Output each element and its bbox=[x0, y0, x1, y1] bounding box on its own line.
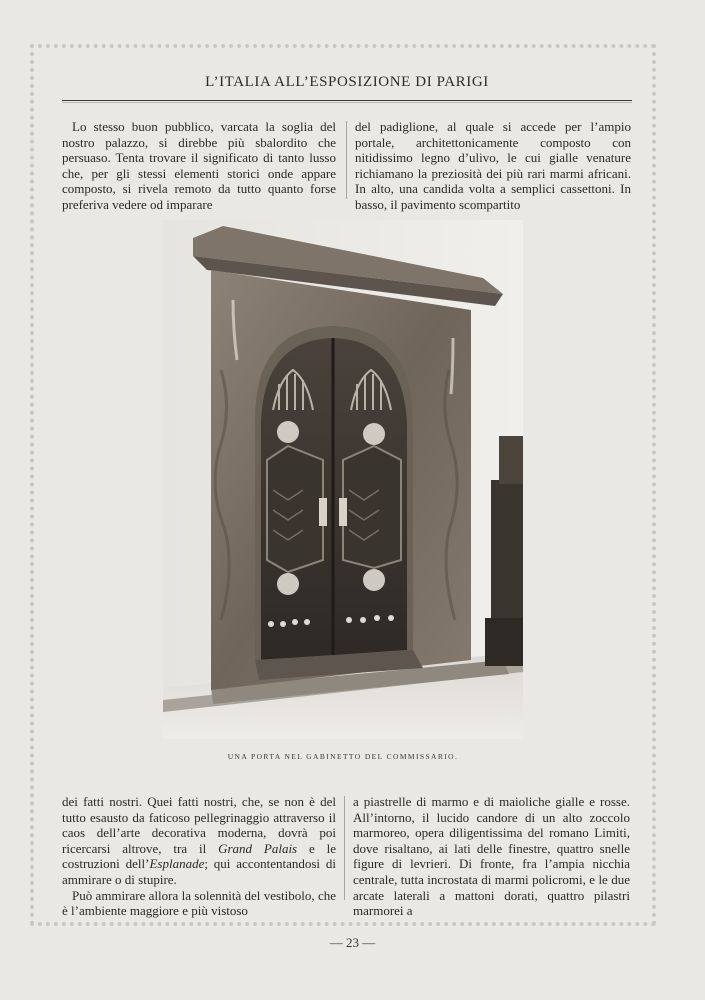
bottom-left-paragraph-1 bbox=[62, 794, 336, 888]
emphasis-grand-palais: Grand Palais bbox=[218, 840, 298, 856]
top-right-column bbox=[355, 119, 631, 213]
emphasis-esplanade: Esplanade bbox=[149, 856, 205, 872]
bottom-left-paragraph-2: Può ammirare allora la solennità del vestibolo, che è l’ambiente maggiore e più vistoso bbox=[62, 887, 336, 919]
door-illustration bbox=[163, 220, 523, 739]
bottom-left-column bbox=[62, 794, 336, 919]
bottom-right-paragraph: a piastrelle di marmo e di maioliche gialle e rosse. All’intorno, il lucido candore di un alto zoccolo marmoreo, opera diligentissima del romano Limiti, dove risaltano, ai lati delle finestre, quattro snelle figure di levrieri. Di fronte, fra l’ampia nicchia centrale, tutta incrostata di marmi policromi, e le due arcate laterali a mattoni dorati, quattro pilastri marmorei a bbox=[353, 794, 630, 919]
text-run: dei fatti nostri. Quei fatti nostri, che, se non è del tutto esausto da faticoso pellegrinaggio attraverso il caos dell’arte decorativa moderna, dovrà poi ricercarsi altrove, tra il bbox=[62, 794, 336, 856]
top-right-paragraph: del padiglione, al quale si accede per l’ampio portale, architettonicamente composto con nitidissimo legno d’ulivo, le cui gialle venature richiamano la preziosità dei più rari marmi africani. In alto, una candida volta a semplici cassettoni. In basso, il pavimento scompartito bbox=[355, 119, 631, 212]
text-run: e le costruzioni dell’ bbox=[62, 840, 337, 872]
figure-caption: UNA PORTA NEL GABINETTO DEL COMMISSARIO. bbox=[227, 752, 459, 761]
top-column-divider bbox=[346, 121, 347, 199]
door-photograph bbox=[163, 220, 523, 739]
text-run: ; qui accontentandosi di ammirare o di stupire. bbox=[62, 856, 336, 887]
header-rule bbox=[62, 100, 632, 103]
bottom-right-column bbox=[353, 794, 630, 919]
running-header: L’ITALIA ALL’ESPOSIZIONE DI PARIGI bbox=[205, 74, 489, 90]
page-number: — 23 — bbox=[329, 935, 376, 950]
top-left-paragraph: Lo stesso buon pubblico, varcata la soglia del nostro palazzo, si direbbe più sbalordito che persuaso. Tenta trovare il significato di tanto lusso che, per gli stessi elementi storici onde appare composto, si rivela remoto da tutto quanto forse preferiva vedere od imparare bbox=[62, 119, 336, 212]
bottom-column-divider bbox=[344, 796, 345, 900]
top-left-column bbox=[62, 119, 336, 213]
